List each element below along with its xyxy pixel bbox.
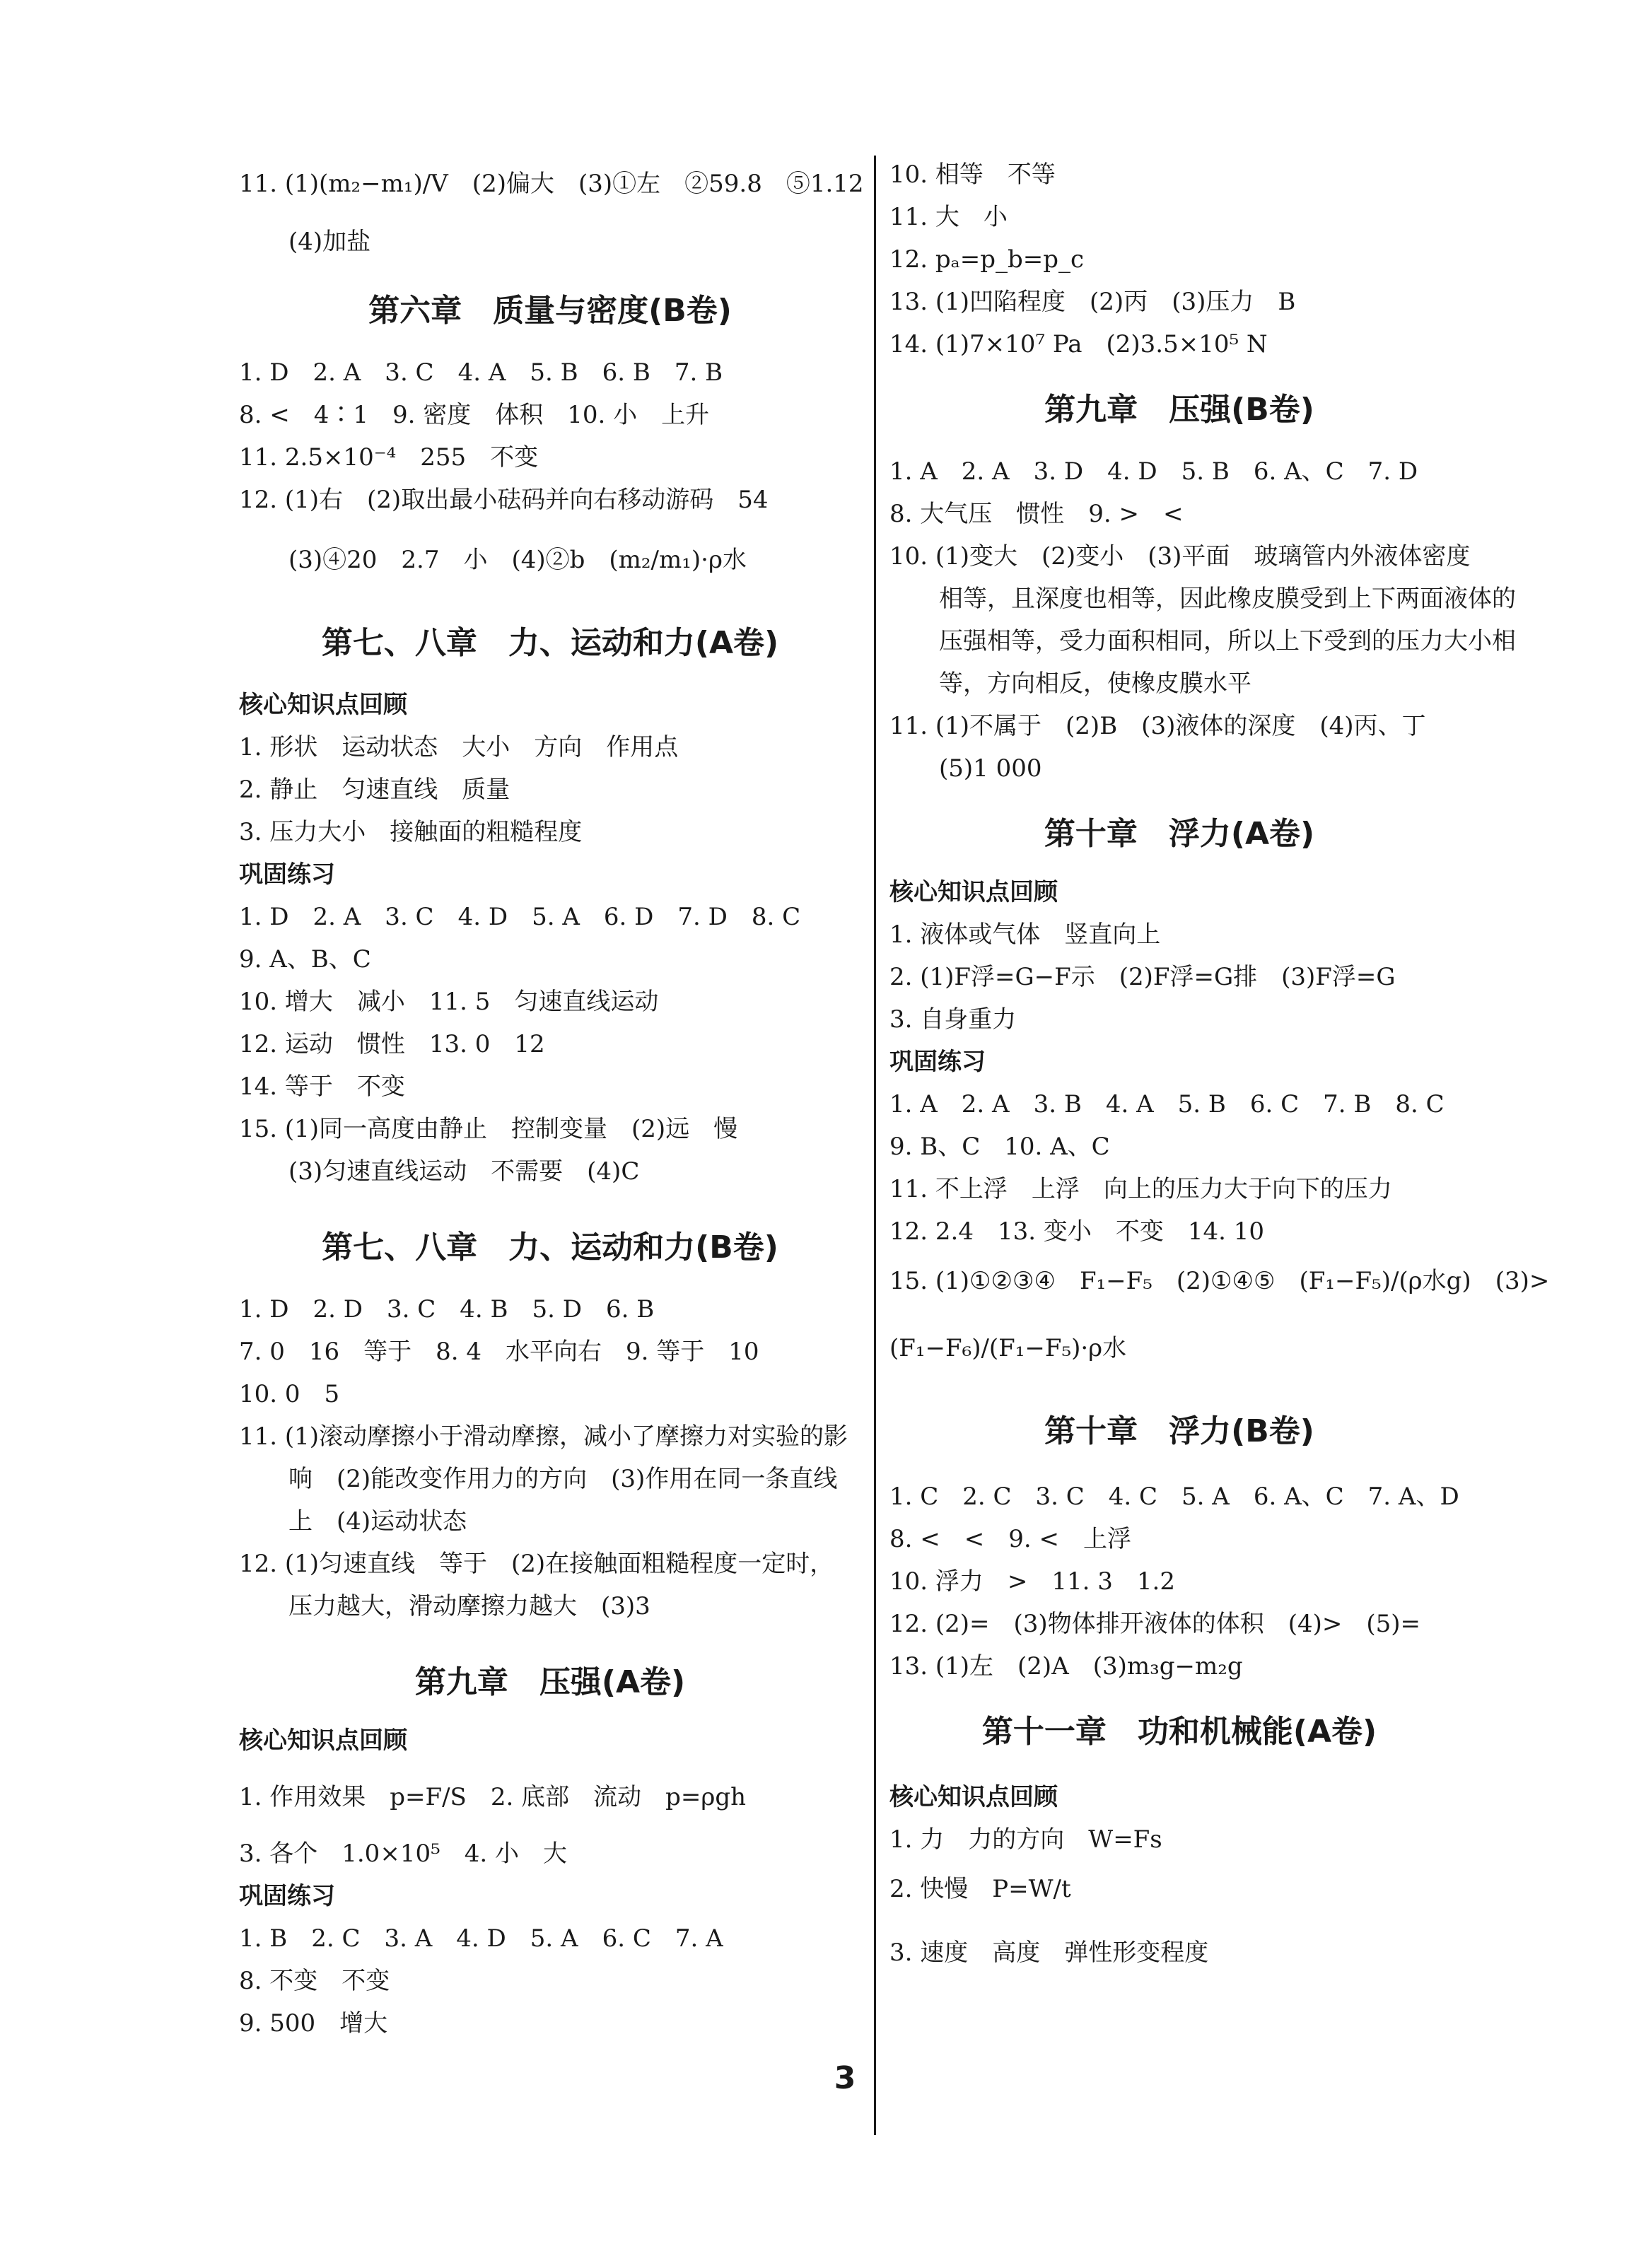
answer-line: 3. 各个 1.0×10⁵ 4. 小 大 [239, 1840, 567, 1868]
answer-line: 1. 力 力的方向 W=Fs [889, 1825, 1162, 1854]
answer-line: 10. 浮力 > 11. 3 1.2 [889, 1567, 1175, 1596]
answer-line: 1. A 2. A 3. B 4. A 5. B 6. C 7. B 8. C [889, 1090, 1445, 1118]
section-heading: 第十章 浮力(A卷) [1044, 816, 1315, 852]
answer-line: 1. 作用效果 p=F/S 2. 底部 流动 p=ρgh [239, 1783, 746, 1811]
subsection-label: 核心知识点回顾 [889, 1783, 1058, 1811]
page-number: 3 [834, 2060, 856, 2096]
section-heading: 第六章 质量与密度(B卷) [368, 293, 732, 329]
answer-line: 1. B 2. C 3. A 4. D 5. A 6. C 7. A [239, 1924, 723, 1953]
answer-line: 3. 自身重力 [889, 1005, 1017, 1034]
subsection-label: 巩固练习 [239, 860, 335, 889]
section-heading: 第九章 压强(B卷) [1044, 392, 1314, 428]
answer-line: 3. 压力大小 接触面的粗糙程度 [239, 818, 583, 846]
answer-line: 9. A、B、C [239, 945, 371, 974]
answer-line: 12. pₐ=p_b=p_c [889, 245, 1085, 274]
answer-line: (4)加盐 [288, 228, 371, 256]
answer-line: 响 (2)能改变作用力的方向 (3)作用在同一条直线 [288, 1465, 838, 1493]
answer-line: 上 (4)运动状态 [288, 1507, 467, 1536]
answer-line: 9. B、C 10. A、C [889, 1133, 1110, 1161]
answer-line: 9. 500 增大 [239, 2009, 388, 2038]
subsection-label: 核心知识点回顾 [889, 878, 1058, 906]
answer-line: 12. 运动 惯性 13. 0 12 [239, 1030, 545, 1058]
answer-line: 压力越大，滑动摩擦力越大 (3)3 [288, 1592, 650, 1620]
answer-line: 11. 大 小 [889, 203, 1008, 231]
answer-line: 14. 等于 不变 [239, 1072, 405, 1101]
section-heading: 第七、八章 力、运动和力(A卷) [321, 625, 779, 661]
section-heading: 第九章 压强(A卷) [414, 1664, 686, 1700]
section-heading: 第十一章 功和机械能(A卷) [981, 1714, 1377, 1750]
answer-line: 11. 2.5×10⁻⁴ 255 不变 [239, 443, 539, 472]
column-divider [874, 156, 876, 2135]
answer-line: (F₁−F₆)/(F₁−F₅)·ρ水 [889, 1334, 1127, 1362]
answer-line: 12. (1)匀速直线 等于 (2)在接触面粗糙程度一定时， [239, 1550, 834, 1578]
answer-line: 13. (1)左 (2)A (3)m₃g−m₂g [889, 1652, 1243, 1680]
answer-line: 8. 不变 不变 [239, 1967, 390, 1995]
section-heading: 第七、八章 力、运动和力(B卷) [322, 1229, 778, 1265]
answer-line: 12. 2.4 13. 变小 不变 14. 10 [889, 1217, 1264, 1246]
answer-line: 压强相等，受力面积相同，所以上下受到的压力大小相 [939, 627, 1516, 655]
answer-line: 15. (1)①②③④ F₁−F₅ (2)①④⑤ (F₁−F₅)/(ρ水g) (3)> [889, 1267, 1550, 1295]
answer-line: 1. A 2. A 3. D 4. D 5. B 6. A、C 7. D [889, 457, 1418, 486]
answer-line: 10. (1)变大 (2)变小 (3)平面 玻璃管内外液体密度 [889, 542, 1471, 571]
subsection-label: 巩固练习 [889, 1048, 986, 1076]
answer-line: 11. 不上浮 上浮 向上的压力大于向下的压力 [889, 1175, 1392, 1203]
answer-line: 3. 速度 高度 弹性形变程度 [889, 1939, 1209, 1967]
answer-line: 7. 0 16 等于 8. 4 水平向右 9. 等于 10 [239, 1338, 759, 1366]
subsection-label: 核心知识点回顾 [239, 691, 407, 719]
answer-line: 1. D 2. D 3. C 4. B 5. D 6. B [239, 1295, 655, 1323]
answer-line: 8. < < 9. < 上浮 [889, 1525, 1131, 1553]
answer-line: 13. (1)凹陷程度 (2)丙 (3)压力 B [889, 288, 1296, 316]
answer-line: 2. 静止 匀速直线 质量 [239, 776, 510, 804]
answer-line: 等，方向相反，使橡皮膜水平 [939, 670, 1251, 698]
answer-line: 15. (1)同一高度由静止 控制变量 (2)远 慢 [239, 1115, 738, 1143]
answer-line: 11. (1)滚动摩擦小于滑动摩擦，减小了摩擦力对实验的影 [239, 1422, 848, 1451]
answer-line: 12. (1)右 (2)取出最小砝码并向右移动游码 54 [239, 486, 769, 514]
answer-line: 1. D 2. A 3. C 4. D 5. A 6. D 7. D 8. C [239, 903, 801, 931]
answer-line: (3)④20 2.7 小 (4)②b (m₂/m₁)·ρ水 [288, 546, 747, 574]
answer-line: 12. (2)= (3)物体排开液体的体积 (4)> (5)= [889, 1610, 1420, 1638]
answer-line: 10. 相等 不等 [889, 160, 1056, 189]
answer-line: (3)匀速直线运动 不需要 (4)C [288, 1157, 640, 1186]
answer-line: 1. C 2. C 3. C 4. C 5. A 6. A、C 7. A、D [889, 1483, 1459, 1511]
answer-line: 1. D 2. A 3. C 4. A 5. B 6. B 7. B [239, 358, 723, 387]
answer-line: 14. (1)7×10⁷ Pa (2)3.5×10⁵ N [889, 330, 1268, 358]
answer-line: (5)1 000 [939, 754, 1042, 783]
subsection-label: 核心知识点回顾 [239, 1726, 407, 1755]
answer-line: 8. < 4∶1 9. 密度 体积 10. 小 上升 [239, 401, 710, 429]
answer-line: 1. 形状 运动状态 大小 方向 作用点 [239, 733, 679, 761]
subsection-label: 巩固练习 [239, 1882, 335, 1910]
answer-line: 相等，且深度也相等，因此橡皮膜受到上下两面液体的 [939, 585, 1516, 613]
answer-line: 11. (1)(m₂−m₁)/V (2)偏大 (3)①左 ②59.8 ⑤1.12 [239, 170, 864, 198]
answer-line: 11. (1)不属于 (2)B (3)液体的深度 (4)丙、丁 [889, 712, 1426, 740]
answer-line: 8. 大气压 惯性 9. > < [889, 500, 1184, 528]
answer-line: 1. 液体或气体 竖直向上 [889, 920, 1161, 949]
answer-line: 10. 增大 减小 11. 5 匀速直线运动 [239, 988, 659, 1016]
answer-line: 2. (1)F浮=G−F示 (2)F浮=G排 (3)F浮=G [889, 963, 1396, 991]
answer-line: 10. 0 5 [239, 1380, 340, 1408]
section-heading: 第十章 浮力(B卷) [1044, 1413, 1314, 1449]
answer-line: 2. 快慢 P=W/t [889, 1875, 1071, 1903]
